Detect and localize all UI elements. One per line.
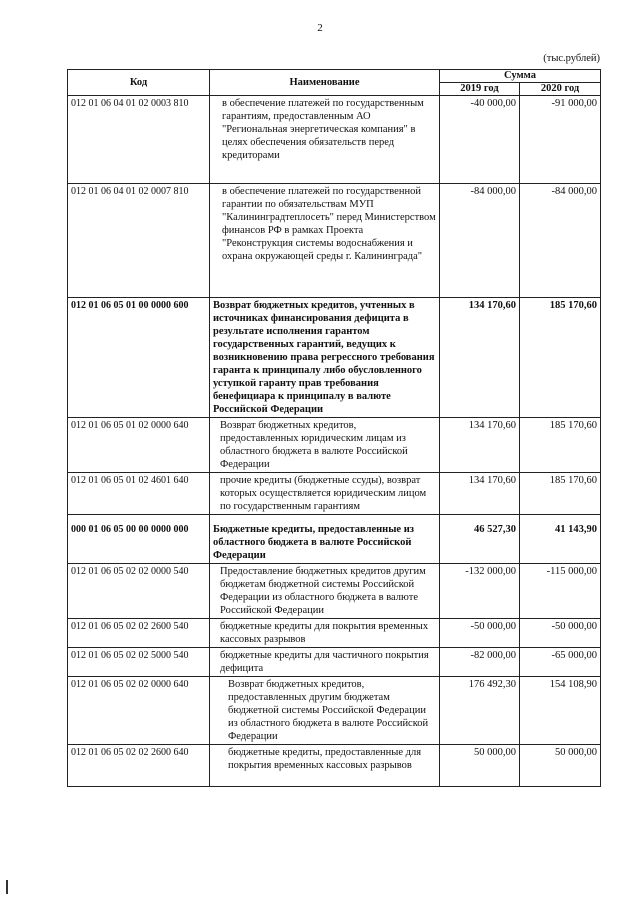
row-value-2019: -40 000,00 xyxy=(440,96,520,184)
row-name: бюджетные кредиты, предоставленные для покрытия временных кассовых разрывов xyxy=(210,745,440,787)
table-row xyxy=(68,96,601,184)
row-value-2020: 185 170,60 xyxy=(520,298,601,418)
row-code: 012 01 06 05 01 02 0000 640 xyxy=(68,418,210,473)
row-code: 012 01 06 04 01 02 0007 810 xyxy=(68,184,210,298)
table-header xyxy=(68,70,601,96)
row-value-2020: -91 000,00 xyxy=(520,96,601,184)
row-name: прочие кредиты (бюджетные ссуды), возврат которых осуществляется юридическим лицом по государственным гарантиям xyxy=(210,473,440,515)
row-value-2020: -50 000,00 xyxy=(520,619,601,648)
row-value-2020: 50 000,00 xyxy=(520,745,601,787)
row-value-2019: 176 492,30 xyxy=(440,677,520,745)
table-row xyxy=(68,745,601,787)
row-value-2020: 185 170,60 xyxy=(520,418,601,473)
scan-edge-mark xyxy=(6,880,8,894)
row-value-2019: -82 000,00 xyxy=(440,648,520,677)
row-value-2019: 46 527,30 xyxy=(440,515,520,564)
row-value-2019: 134 170,60 xyxy=(440,298,520,418)
row-code: 012 01 06 05 02 02 0000 640 xyxy=(68,677,210,745)
row-name: в обеспечение платежей по государственным гарантиям, предоставленным АО "Региональная энергетическая компания" в целях обеспечения обязательств перед кредиторами xyxy=(210,96,440,184)
row-name: Бюджетные кредиты, предоставленные из областного бюджета в валюте Российской Федерации xyxy=(210,515,440,564)
budget-table xyxy=(67,69,601,787)
row-value-2020: 185 170,60 xyxy=(520,473,601,515)
header-year-2019: 2019 год xyxy=(440,83,520,96)
row-code: 012 01 06 05 02 02 0000 540 xyxy=(68,564,210,619)
row-value-2020: -65 000,00 xyxy=(520,648,601,677)
row-code: 012 01 06 05 01 02 4601 640 xyxy=(68,473,210,515)
row-value-2020: 154 108,90 xyxy=(520,677,601,745)
row-value-2019: -84 000,00 xyxy=(440,184,520,298)
row-code: 012 01 06 05 02 02 2600 640 xyxy=(68,745,210,787)
table-row xyxy=(68,418,601,473)
header-name: Наименование xyxy=(210,70,440,96)
row-code: 012 01 06 05 02 02 5000 540 xyxy=(68,648,210,677)
header-year-2020: 2020 год xyxy=(520,83,601,96)
row-value-2019: -132 000,00 xyxy=(440,564,520,619)
row-code: 012 01 06 04 01 02 0003 810 xyxy=(68,96,210,184)
row-value-2019: -50 000,00 xyxy=(440,619,520,648)
row-value-2019: 134 170,60 xyxy=(440,473,520,515)
unit-label: (тыс.рублей) xyxy=(543,53,600,64)
header-sum: Сумма xyxy=(440,70,601,83)
header-code: Код xyxy=(68,70,210,96)
row-value-2020: -84 000,00 xyxy=(520,184,601,298)
row-value-2019: 134 170,60 xyxy=(440,418,520,473)
page-number: 2 xyxy=(317,22,323,34)
table-row xyxy=(68,515,601,564)
row-code: 000 01 06 05 00 00 0000 000 xyxy=(68,515,210,564)
row-name: Возврат бюджетных кредитов, предоставленных другим бюджетам бюджетной системы Российской Федерации из областного бюджета в валюте Российской Федерации xyxy=(210,677,440,745)
table-row xyxy=(68,298,601,418)
row-value-2020: 41 143,90 xyxy=(520,515,601,564)
row-value-2019: 50 000,00 xyxy=(440,745,520,787)
row-code: 012 01 06 05 02 02 2600 540 xyxy=(68,619,210,648)
row-name: бюджетные кредиты для покрытия временных кассовых разрывов xyxy=(210,619,440,648)
row-name: Предоставление бюджетных кредитов другим бюджетам бюджетной системы Российской Федерации из областного бюджета в валюте Российской Федерации xyxy=(210,564,440,619)
table-row xyxy=(68,564,601,619)
row-code: 012 01 06 05 01 00 0000 600 xyxy=(68,298,210,418)
row-name: бюджетные кредиты для частичного покрытия дефицита xyxy=(210,648,440,677)
table-row xyxy=(68,648,601,677)
table-row xyxy=(68,473,601,515)
row-value-2020: -115 000,00 xyxy=(520,564,601,619)
row-name: в обеспечение платежей по государственной гарантии по обязательствам МУП "Калининградтеплосеть" перед Министерством финансов РФ в рамках Проекта "Реконструкция системы водоснабжения и охрана окружающей среды г. Калининграда" xyxy=(210,184,440,298)
table-row xyxy=(68,677,601,745)
row-name: Возврат бюджетных кредитов, учтенных в источниках финансирования дефицита в результате исполнения гарантом государственных гарантий, ведущих к возникновению права регрессного требования гаранта к принципалу либо обусловленного уступкой гаранту прав требования бенефициара к принципалу в валюте Российской Федерации xyxy=(210,298,440,418)
table-row xyxy=(68,619,601,648)
row-name: Возврат бюджетных кредитов, предоставленных юридическим лицам из областного бюджета в валюте Российской Федерации xyxy=(210,418,440,473)
table-row xyxy=(68,184,601,298)
